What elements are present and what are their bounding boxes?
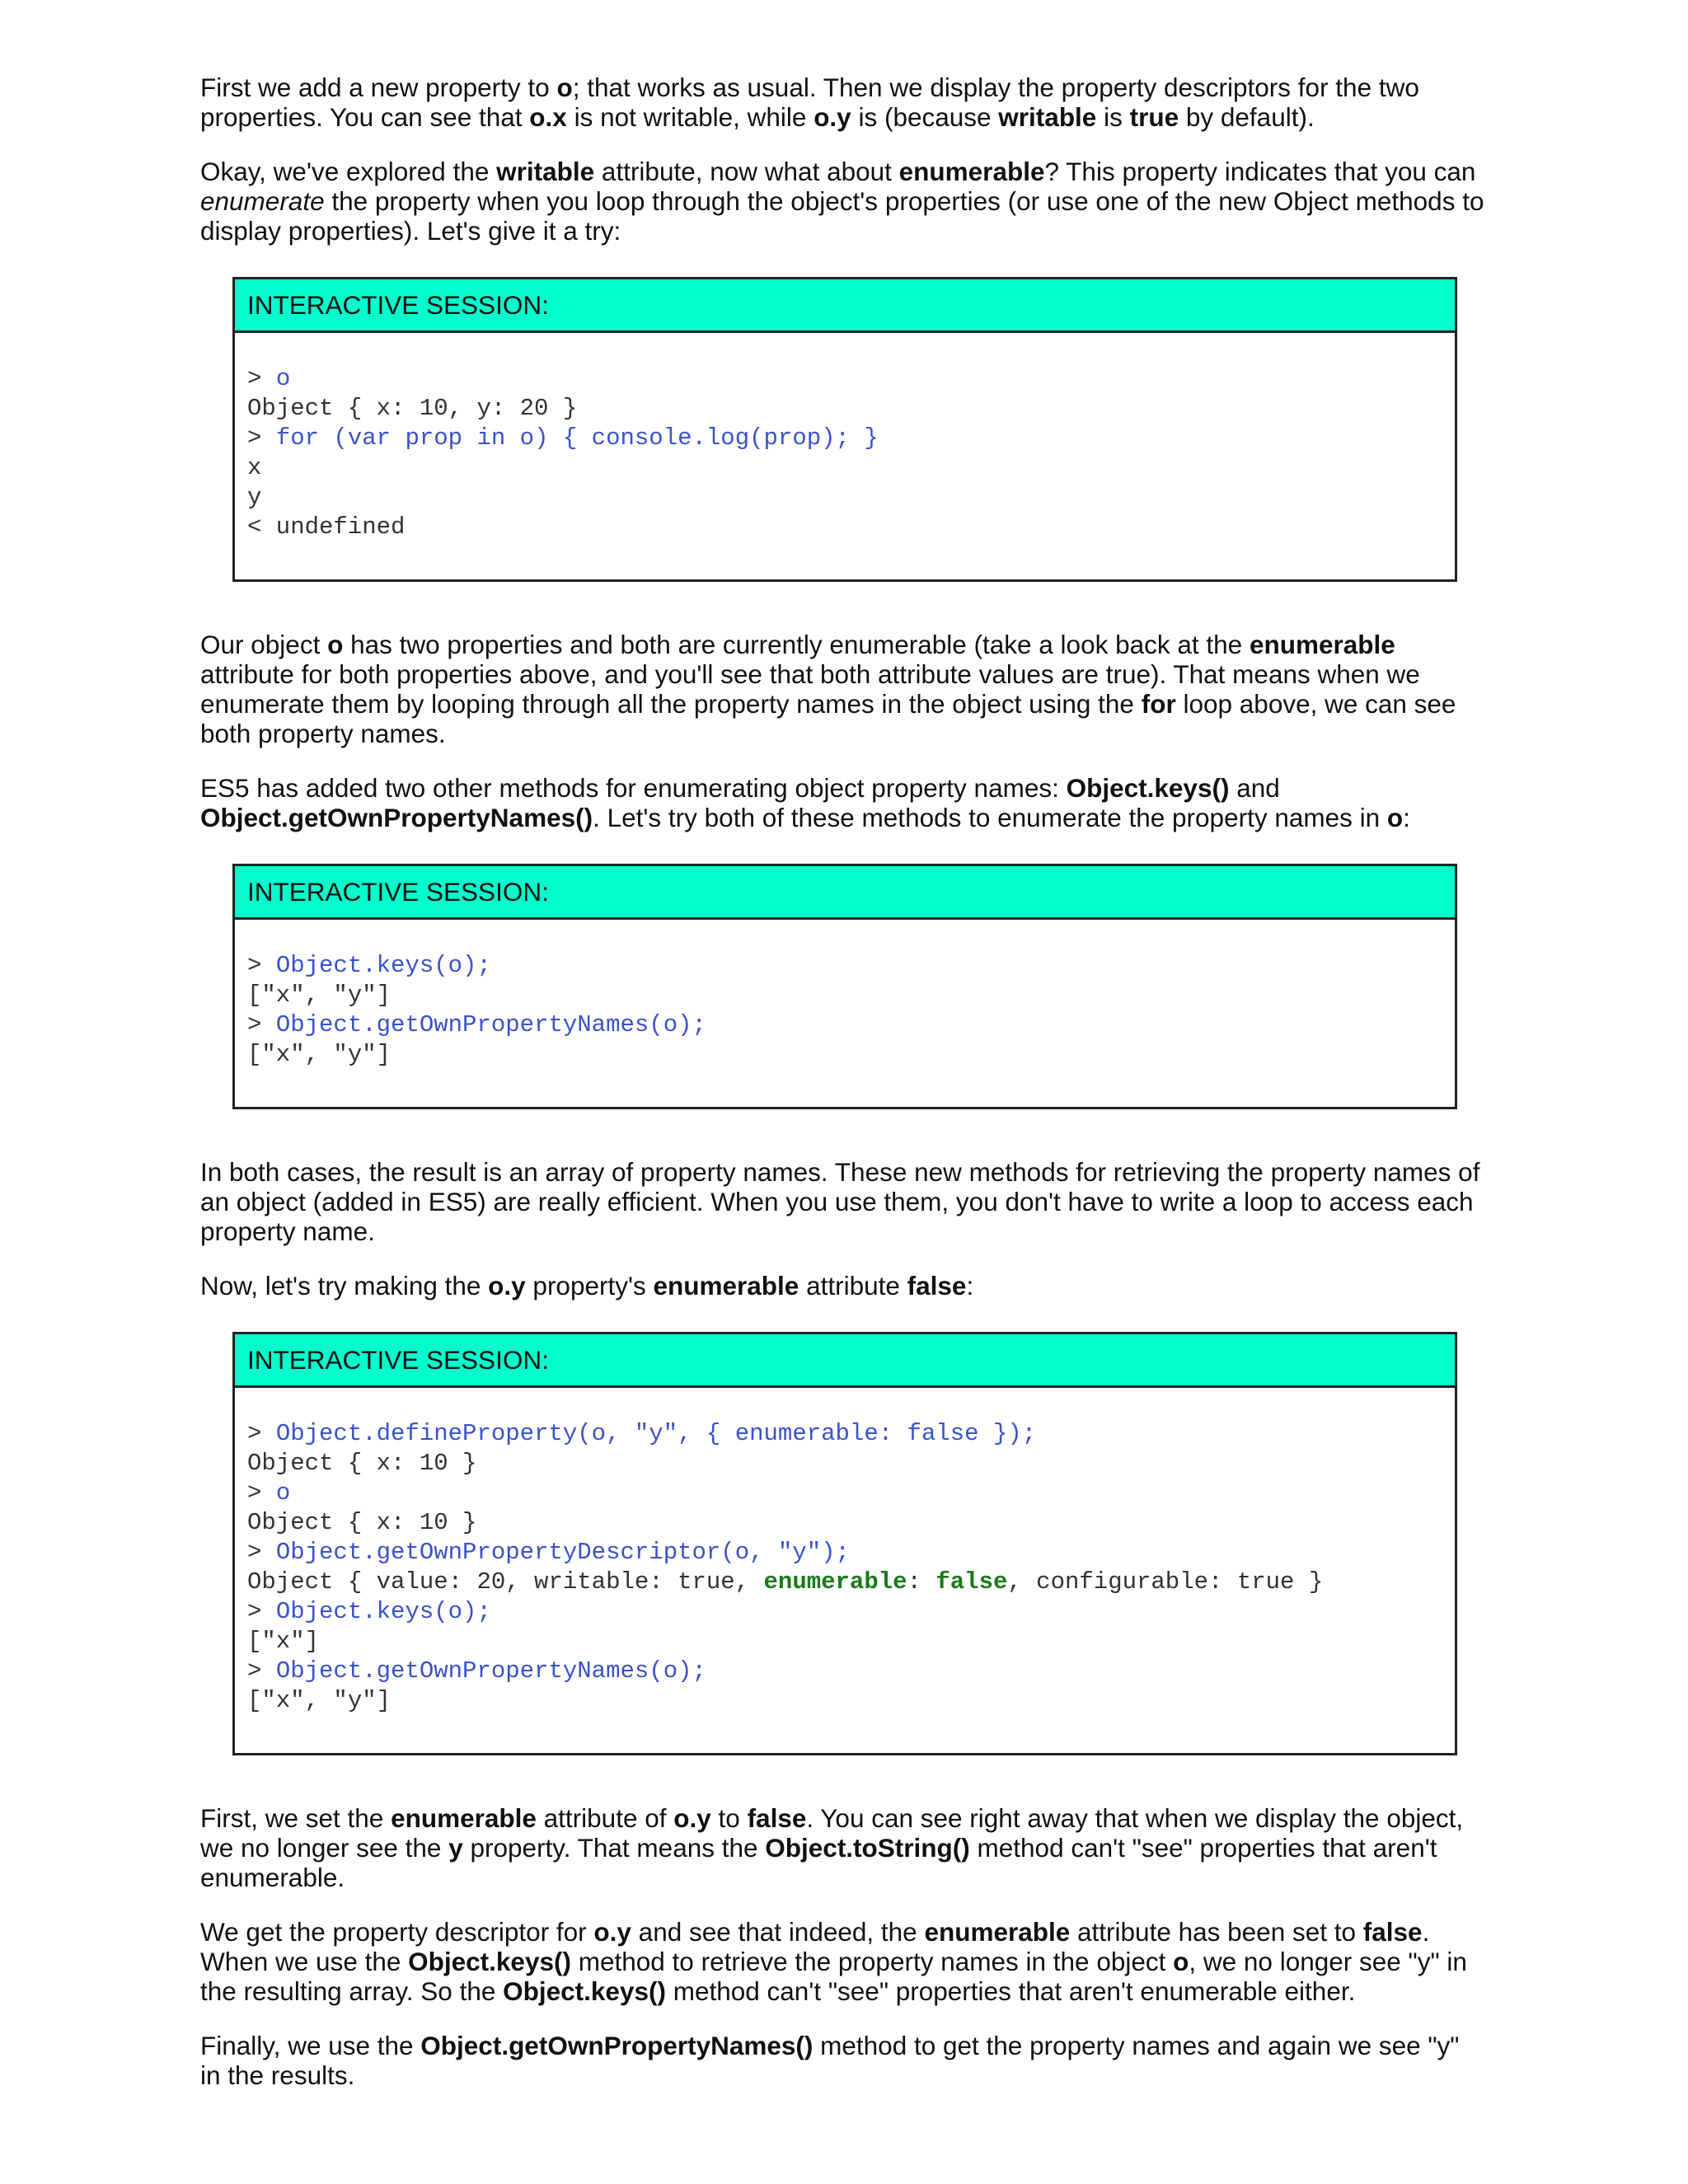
- session-console: [235, 1388, 1455, 1753]
- prompt: >: [247, 1479, 276, 1507]
- text: . You can see right away that when we display the object, we no longer see the: [200, 1803, 1464, 1863]
- paragraph-es5-methods: [200, 773, 1486, 832]
- console-input: Object.getOwnPropertyNames(o);: [275, 1657, 706, 1685]
- console-input: Object.keys(o);: [275, 1598, 491, 1625]
- paragraph-enumerable-intro: [200, 157, 1486, 246]
- text: and: [1229, 773, 1280, 803]
- console-line: [247, 1419, 1442, 1449]
- console-line: y: [247, 484, 262, 511]
- text: method to retrieve the property names in the object: [570, 1947, 1174, 1976]
- text: by default).: [1179, 102, 1315, 132]
- code-term: o: [1173, 1947, 1189, 1976]
- text: method can't "see" properties that aren't enumerable either.: [665, 1976, 1356, 2006]
- paragraph-both-enumerable: [200, 630, 1486, 748]
- text: First, we set the: [200, 1803, 392, 1833]
- text: is not writable, while: [566, 102, 814, 132]
- code-term: writable: [998, 102, 1097, 132]
- code-term: false: [747, 1803, 807, 1833]
- paragraph-property-descriptors: [200, 73, 1486, 132]
- text: We get the property descriptor for: [200, 1917, 594, 1947]
- console-line: ["x"]: [247, 1628, 320, 1655]
- text: has two properties and both are currently enumerable (take a look back at the: [343, 630, 1250, 659]
- text: is (because: [851, 102, 999, 132]
- console-input: Object.keys(o);: [275, 952, 491, 979]
- code-term: Object.keys(): [408, 1947, 571, 1976]
- text: loop above, we can see both property names.: [200, 689, 1456, 748]
- console-line: Object { x: 10, y: 20 }: [247, 395, 578, 422]
- text: First we add a new property to: [200, 73, 557, 102]
- text: attribute: [799, 1271, 907, 1301]
- console-input: for (var prop in o) { console.log(prop); }: [275, 424, 879, 452]
- text: property's: [525, 1271, 654, 1301]
- session-header: INTERACTIVE SESSION:: [235, 1334, 1455, 1388]
- code-term: o.y: [673, 1803, 711, 1833]
- text: ; that works as usual. Then we display the property descriptors for the two properties. You can see that: [200, 73, 1419, 132]
- console-line: Object { x: 10 }: [247, 1509, 477, 1536]
- text: ? This property indicates that you can: [1044, 157, 1476, 186]
- console-output: :: [907, 1568, 936, 1596]
- code-term: enumerable: [391, 1803, 537, 1833]
- code-term: enumerable: [924, 1917, 1071, 1947]
- text: In both cases, the result is an array of property names. These new methods for retrieving the property names of an object (added in ES5) are really efficient. When you use them, you don't have to write a loop to access each property name.: [200, 1157, 1480, 1246]
- text: :: [1403, 803, 1410, 832]
- prompt: >: [247, 1657, 276, 1685]
- console-line: Object { x: 10 }: [247, 1450, 477, 1477]
- text: , we no longer see "y" in the resulting array. So the: [200, 1947, 1467, 2006]
- interactive-session-1: [232, 277, 1457, 582]
- console-line: ["x", "y"]: [247, 982, 392, 1009]
- document-page: [200, 73, 1486, 2115]
- text: attribute has been set to: [1070, 1917, 1363, 1947]
- code-term: Object.keys(): [1066, 773, 1230, 803]
- text: Our object: [200, 630, 328, 659]
- code-term: o.y: [593, 1917, 631, 1947]
- text: :: [966, 1271, 974, 1301]
- text: attribute, now what about: [594, 157, 899, 186]
- console-line: [247, 1479, 1442, 1508]
- paragraph-finally: [200, 2031, 1486, 2090]
- code-term: o: [1386, 803, 1404, 832]
- prompt: >: [247, 1539, 276, 1566]
- code-term: o: [327, 630, 344, 659]
- text: method can't "see" properties that aren't enumerable.: [200, 1833, 1437, 1892]
- console-input: o: [275, 1479, 291, 1507]
- text: attribute for both properties above, and you'll see that both attribute values are true). That means when we enumerate them by looping through all the property names in the object using the: [200, 659, 1420, 719]
- console-line: [247, 424, 1442, 453]
- code-term: Object.toString(): [765, 1833, 970, 1863]
- prompt: >: [247, 952, 276, 979]
- console-line: [247, 1597, 1442, 1627]
- text: is: [1096, 102, 1130, 132]
- text: to: [710, 1803, 748, 1833]
- code-term: o: [556, 73, 573, 102]
- text: the property when you loop through the object's properties (or use one of the new Object methods to display properties). Let's give it a try:: [200, 186, 1484, 246]
- console-line: < undefined: [247, 513, 406, 541]
- console-input: Object.getOwnPropertyNames(o);: [275, 1011, 706, 1038]
- highlighted-output: false: [935, 1568, 1008, 1596]
- text: Finally, we use the: [200, 2031, 421, 2060]
- session-header: INTERACTIVE SESSION:: [235, 279, 1455, 333]
- code-term: false: [907, 1271, 967, 1301]
- paragraph-set-false: [200, 1803, 1486, 1892]
- code-term: o.x: [529, 102, 567, 132]
- text: method to get the property names and again we see "y" in the results.: [200, 2031, 1460, 2090]
- console-input: o: [275, 365, 291, 392]
- session-console: [235, 920, 1455, 1107]
- text: property. That means the: [462, 1833, 766, 1863]
- code-term: o.y: [488, 1271, 526, 1301]
- code-term: y: [448, 1833, 463, 1863]
- code-term: enumerable: [653, 1271, 799, 1301]
- console-output: Object { value: 20, writable: true,: [247, 1568, 764, 1596]
- console-line: [247, 1568, 1442, 1597]
- console-line: ["x", "y"]: [247, 1687, 392, 1714]
- session-header: INTERACTIVE SESSION:: [235, 866, 1455, 920]
- code-term: o.y: [814, 102, 851, 132]
- code-term: Object.keys(): [503, 1976, 666, 2006]
- session-console: [235, 333, 1455, 579]
- console-line: x: [247, 454, 262, 481]
- interactive-session-3: [232, 1332, 1457, 1755]
- console-input: Object.defineProperty(o, "y", { enumerable: false });: [275, 1420, 1037, 1447]
- code-term: true: [1129, 102, 1179, 132]
- text: . When we use the: [200, 1917, 1430, 1976]
- text: attribute of: [536, 1803, 674, 1833]
- emphasis: enumerate: [200, 186, 325, 216]
- console-line: [247, 1538, 1442, 1568]
- prompt: >: [247, 365, 276, 392]
- prompt: >: [247, 1420, 276, 1447]
- prompt: >: [247, 1011, 276, 1038]
- code-term: writable: [496, 157, 595, 186]
- text: . Let's try both of these methods to enumerate the property names in: [593, 803, 1387, 832]
- text: Now, let's try making the: [200, 1271, 489, 1301]
- console-line: [247, 1657, 1442, 1686]
- paragraph-descriptor-check: [200, 1917, 1486, 2006]
- console-input: Object.getOwnPropertyDescriptor(o, "y");: [275, 1539, 850, 1566]
- console-line: [247, 951, 1442, 981]
- code-term: false: [1362, 1917, 1423, 1947]
- text: Okay, we've explored the: [200, 157, 497, 186]
- code-term: enumerable: [898, 157, 1045, 186]
- prompt: >: [247, 424, 276, 452]
- interactive-session-2: [232, 864, 1457, 1109]
- console-line: [247, 1010, 1442, 1040]
- code-term: Object.getOwnPropertyNames(): [200, 803, 593, 832]
- console-line: [247, 364, 1442, 394]
- paragraph-make-false: [200, 1271, 1486, 1301]
- code-term: enumerable: [1249, 630, 1395, 659]
- text: and see that indeed, the: [631, 1917, 925, 1947]
- console-line: ["x", "y"]: [247, 1041, 392, 1068]
- paragraph-array-of-names: [200, 1157, 1486, 1246]
- code-term: for: [1141, 689, 1176, 719]
- console-output: , configurable: true }: [1007, 1568, 1324, 1596]
- code-term: Object.getOwnPropertyNames(): [420, 2031, 814, 2060]
- prompt: >: [247, 1598, 276, 1625]
- text: ES5 has added two other methods for enumerating object property names:: [200, 773, 1067, 803]
- highlighted-output: enumerable: [763, 1568, 907, 1596]
